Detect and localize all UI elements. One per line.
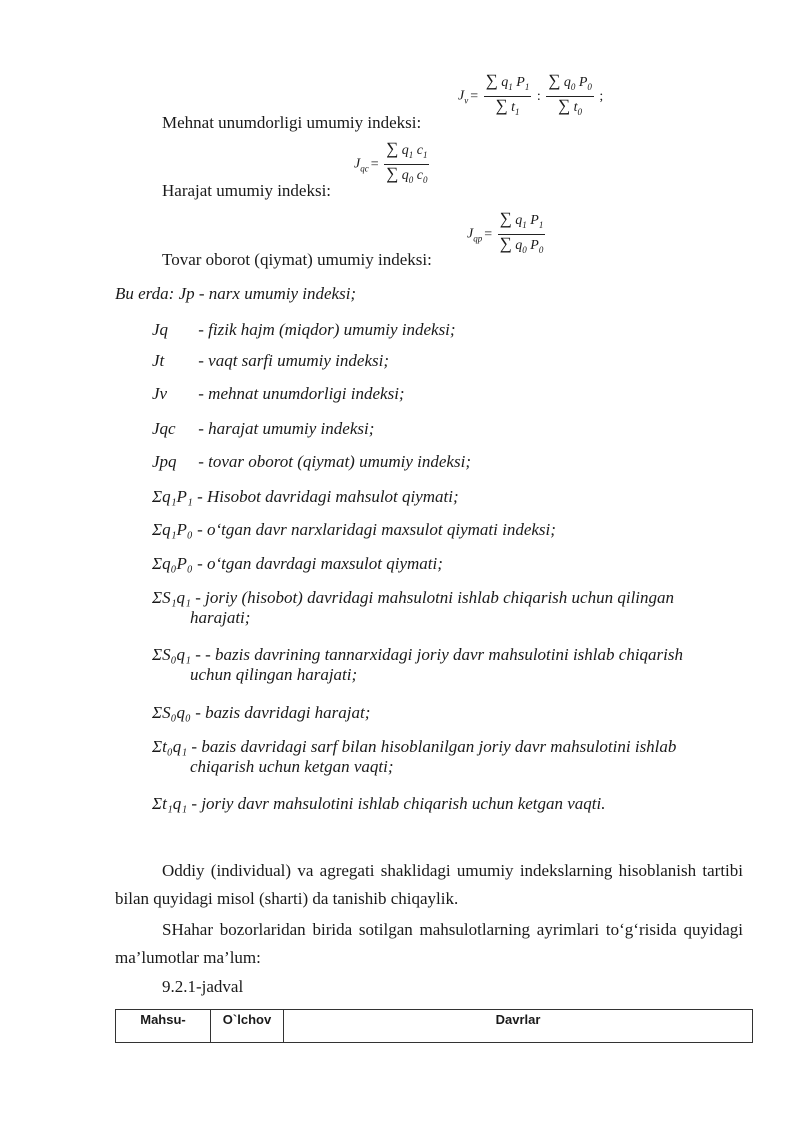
formula-harajat: $J_{qc}$ = $\frac{\sum q_1 c_1}{\sum q_0 c_0}$: [354, 139, 428, 185]
table-header-row: [116, 1010, 753, 1043]
definition-item: Jqc - harajat umumiy indeksi;: [152, 419, 375, 438]
table-header-cell: O`lchov: [211, 1010, 284, 1043]
definition-item: ΣS₀q₁ - - bazis davrining tannarxidagi joriy davr mahsulotini ishlab chiqarish uchun qilingan harajati;: [152, 645, 683, 684]
table-header-cell: Davrlar: [284, 1010, 753, 1043]
formula-mehnat: $J_v$ = $\frac{\sum q_1 P_1}{\sum t_1}$ : $\frac{\sum q_0 P_0}{\sum t_0}$ ;: [458, 71, 604, 117]
definition-item: Σt₁q₁ - joriy davr mahsulotini ishlab chiqarish uchun ketgan vaqti.: [152, 794, 606, 813]
paragraph: SHahar bozorlaridan birida sotilgan mahsulotlarning ayrimlari to‘g‘risida quyidagi ma’lumotlar ma’lum:: [115, 920, 743, 967]
definitions-intro: Bu erda: Jp - narx umumiy indeksi;: [115, 284, 357, 303]
formula-label-harajat: Harajat umumiy indeksi:: [162, 181, 332, 200]
definition-item: Σq₁P₀ - o‘tgan davr narxlaridagi maxsulot qiymati indeksi;: [152, 520, 556, 539]
formula-label-tovar: Tovar oborot (qiymat) umumiy indeksi:: [162, 250, 432, 269]
formula-label-mehnat: Mehnat unumdorligi umumiy indeksi:: [162, 113, 422, 132]
definition-item: Jv - mehnat unumdorligi indeksi;: [152, 384, 405, 403]
formula-tovar: $J_{qp}$ = $\frac{\sum q_1 P_1}{\sum q_0 P_0}$: [467, 209, 544, 255]
definition-item: Σq₀P₀ - o‘tgan davrdagi maxsulot qiymati;: [152, 554, 443, 573]
paragraph: Oddiy (individual) va agregati shaklidagi umumiy indekslarning hisoblanish tartibi bilan quyidagi misol (sharti) da tanishib chiqaylik.: [115, 861, 743, 908]
definition-item: Jt - vaqt sarfi umumiy indeksi;: [152, 351, 389, 370]
definition-item: Σt₀q₁ - bazis davridagi sarf bilan hisoblanilgan joriy davr mahsulotini ishlab chiqarish uchun ketgan vaqti;: [152, 737, 677, 776]
definition-item: Jq - fizik hajm (miqdor) umumiy indeksi;: [152, 320, 456, 339]
definition-item: ΣS₁q₁ - joriy (hisobot) davridagi mahsulotni ishlab chiqarish uchun qilingan harajati;: [152, 588, 675, 627]
data-table: [115, 1009, 753, 1043]
table-header-cell: Mahsu-: [116, 1010, 211, 1043]
definition-item: Jpq - tovar oborot (qiymat) umumiy indeksi;: [152, 452, 471, 471]
definition-item: Σq₁P₁ - Hisobot davridagi mahsulot qiymati;: [152, 487, 459, 506]
table-caption: 9.2.1-jadval: [162, 977, 244, 996]
definition-item: ΣS₀q₀ - bazis davridagi harajat;: [152, 703, 371, 722]
